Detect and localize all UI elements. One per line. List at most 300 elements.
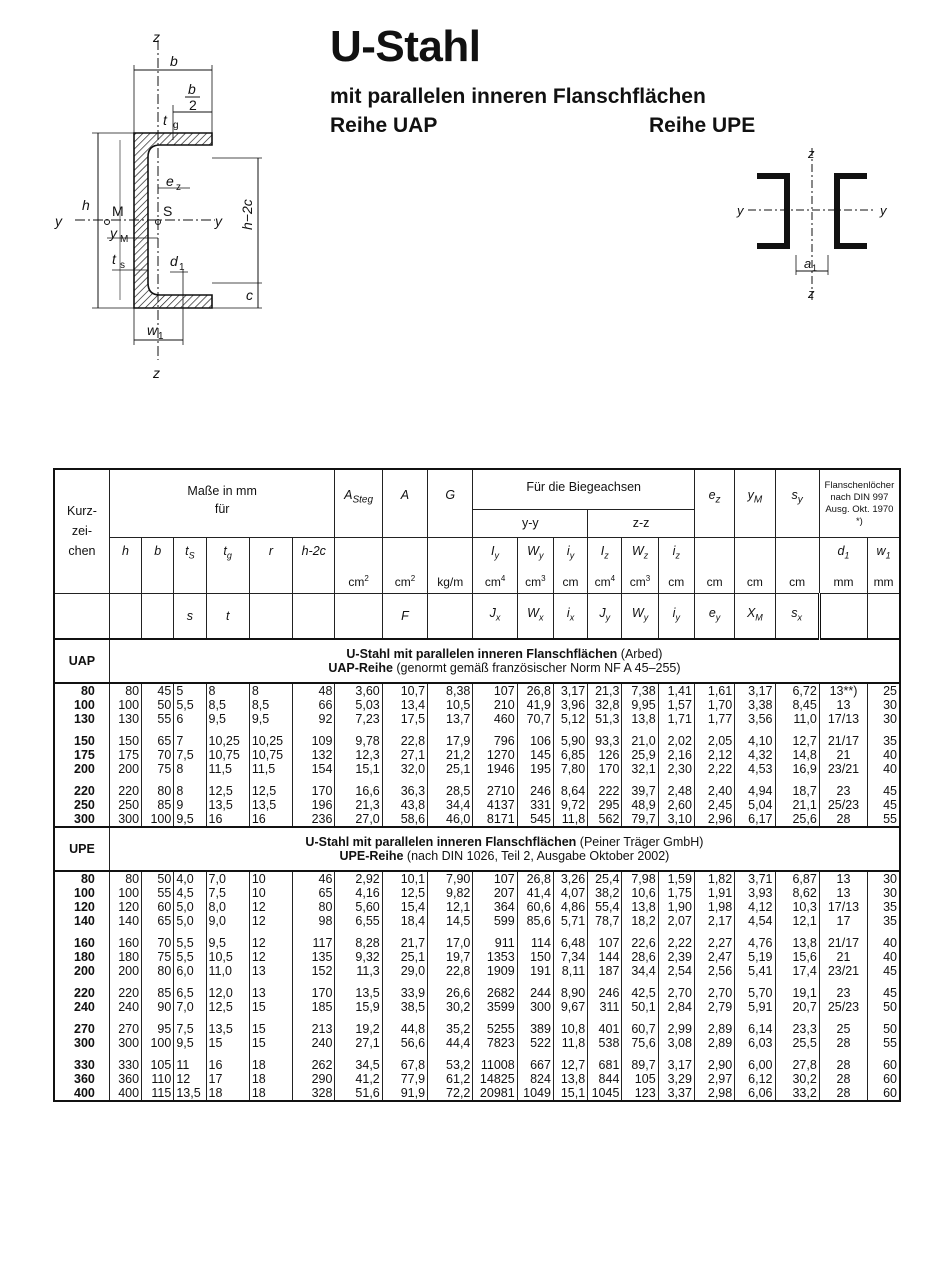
table-cell: 35 (883, 913, 897, 928)
col-d1-symbol: d (837, 543, 845, 558)
table-cell: 2,79 (707, 999, 733, 1014)
table-cell: 8 (176, 783, 184, 798)
upe-col-2 (142, 871, 174, 1101)
table-cell: 3,17 (748, 683, 773, 698)
table-cell: 2,30 (667, 761, 692, 776)
table-cell: 28 (836, 1035, 851, 1050)
table-cell: 17,4 (792, 963, 817, 978)
table-cell: 8,0 (208, 899, 226, 914)
upe-col-11 (517, 871, 553, 1101)
table-cell: 80 (80, 871, 95, 886)
table-cell: 8,11 (561, 963, 586, 978)
uap-col-19 (819, 683, 867, 827)
uap-col-8 (382, 683, 427, 827)
unit-sy-unit: cm (789, 574, 806, 589)
table-cell: 681 (598, 1057, 620, 1072)
table-cell: 389 (530, 1021, 551, 1036)
table-cell: 11,8 (561, 1035, 586, 1050)
uap-col-6 (293, 683, 335, 827)
table-cell: 796 (493, 733, 515, 748)
table-cell: 12,5 (208, 999, 233, 1014)
table-cell: 67,8 (400, 1057, 426, 1072)
table-cell: 5,03 (355, 697, 380, 712)
table-cell: 12 (251, 913, 266, 928)
table-cell: 32,0 (400, 761, 426, 776)
alt-symbol-11: $i_x$ (553, 593, 587, 639)
table-cell: 170 (311, 783, 333, 798)
upe-description: U-Stahl mit parallelen inneren Flanschflächen (Peiner Träger GmbH) UPE-Reihe (nach DIN 1026, Teil 2, Ausgabe Oktober 2002) (109, 827, 900, 871)
table-cell: 79,7 (631, 811, 656, 826)
table-cell: 25,4 (595, 871, 620, 886)
table-cell: 187 (598, 963, 620, 978)
col-h-symbol: h (122, 543, 129, 558)
table-cell: 7,38 (631, 683, 656, 698)
table-cell: 28 (836, 1071, 851, 1086)
table-cell: 3,26 (560, 871, 586, 886)
table-cell: 9,67 (560, 999, 586, 1014)
col-iiz-header: $i_z$ cm (658, 537, 694, 593)
table-cell: 160 (74, 935, 95, 950)
table-cell: 4,76 (748, 935, 773, 950)
table-cell: 240 (311, 1035, 333, 1050)
table-cell: 2,07 (667, 913, 692, 928)
table-cell: 3599 (486, 999, 515, 1014)
table-cell: 12,1 (792, 913, 817, 928)
table-cell: 14825 (479, 1071, 515, 1086)
table-cell: 6,14 (748, 1021, 773, 1036)
table-cell: 27,1 (355, 1035, 380, 1050)
ym-sub-label: M (120, 234, 129, 245)
z-axis-label-bottom: z (153, 365, 160, 381)
upe-col-0 (54, 871, 109, 1101)
table-cell: 33,2 (792, 1085, 817, 1100)
uap-col-10 (473, 683, 517, 827)
table-cell: 1,82 (707, 871, 733, 886)
table-cell: 75 (157, 949, 172, 964)
table-cell: 13,8 (631, 899, 656, 914)
table-cell: 45 (157, 683, 172, 698)
upe-col-20 (868, 871, 900, 1101)
col-r-symbol: r (268, 543, 274, 558)
uap-col-18 (775, 683, 819, 827)
alt-symbol-17: $s_x$ (775, 593, 819, 639)
table-cell: 100 (118, 697, 140, 712)
table-cell: 27,0 (355, 811, 380, 826)
table-cell: 8 (208, 683, 216, 698)
table-cell: 23 (836, 985, 851, 1000)
table-cell: 3,08 (667, 1035, 692, 1050)
table-cell: 25/23 (827, 999, 860, 1014)
table-cell: 562 (598, 811, 620, 826)
table-cell: 2,99 (667, 1021, 692, 1036)
table-cell: 5 (176, 683, 184, 698)
table-cell: 667 (530, 1057, 551, 1072)
uap-col-1 (109, 683, 141, 827)
table-cell: 2,96 (707, 811, 733, 826)
uap-col-15 (658, 683, 694, 827)
uap-col-12 (553, 683, 587, 827)
table-cell: 26,8 (526, 683, 551, 698)
upe-col-6 (293, 871, 335, 1101)
table-cell: 213 (311, 1021, 333, 1036)
table-cell: 21,3 (595, 683, 620, 698)
table-cell: 2,70 (667, 985, 692, 1000)
table-cell: 50 (883, 1021, 897, 1036)
upe-col-15 (658, 871, 694, 1101)
unit-ym-header (735, 537, 775, 593)
upe-col-5 (249, 871, 292, 1101)
table-cell: 4137 (486, 797, 515, 812)
table-cell: 22,8 (400, 733, 426, 748)
table-cell: 40 (883, 949, 897, 964)
table-cell: 70 (157, 747, 172, 762)
table-cell: 75 (157, 761, 172, 776)
table-cell: 3,93 (748, 885, 773, 900)
table-cell: 80 (80, 683, 95, 698)
table-cell: 70,7 (526, 711, 551, 726)
upe-col-14 (622, 871, 658, 1101)
table-cell: 196 (311, 797, 333, 812)
y-axis-label-right-right: y (880, 203, 887, 218)
table-cell: 7,23 (355, 711, 380, 726)
table-cell: 191 (530, 963, 551, 978)
table-cell: 210 (493, 697, 515, 712)
col-wy-symbol: W (527, 543, 539, 558)
table-cell: 11,3 (356, 963, 380, 978)
upe-col-7 (335, 871, 382, 1101)
unit-ez-header (694, 537, 734, 593)
table-cell: 15 (251, 1035, 266, 1050)
table-cell: 56,6 (400, 1035, 426, 1050)
table-cell: 220 (118, 783, 140, 798)
alt-symbol-10: $W_x$ (517, 593, 553, 639)
ez-label: e (166, 173, 174, 189)
table-cell: 80 (157, 963, 172, 978)
table-cell: 60 (883, 1057, 897, 1072)
table-cell: 7,90 (446, 871, 471, 886)
y-axis-label-right: y (215, 213, 222, 229)
uap-col-11 (517, 683, 553, 827)
table-cell: 15,4 (400, 899, 426, 914)
page-title: U-Stahl (330, 22, 481, 71)
table-cell: 1353 (486, 949, 515, 964)
table-cell: 5,91 (748, 999, 773, 1014)
table-cell: 8,90 (560, 985, 586, 1000)
table-cell: 2,54 (667, 963, 692, 978)
table-cell: 11,5 (251, 761, 276, 776)
ym-header: $y_M$ (735, 469, 775, 537)
ym-label: y (110, 225, 117, 241)
col-tg-symbol: t (223, 543, 227, 558)
table-cell: 2,90 (707, 1057, 733, 1072)
table-cell: 85 (157, 985, 172, 1000)
table-cell: 13,7 (446, 711, 471, 726)
table-cell: 35 (883, 899, 897, 914)
table-cell: 13**) (829, 683, 858, 698)
table-cell: 15,9 (355, 999, 380, 1014)
table-cell: 2710 (486, 783, 515, 798)
table-cell: 16,6 (355, 783, 380, 798)
table-cell: 3,10 (667, 811, 692, 826)
m-label: M (112, 203, 124, 219)
flanschloecher-header: Flanschenlöcher nach DIN 997 Ausg. Okt. 1970 *) (819, 469, 900, 537)
table-cell: 13 (251, 985, 266, 1000)
table-cell: 85 (157, 797, 172, 812)
table-cell: 2,12 (707, 747, 733, 762)
table-cell: 5,19 (748, 949, 773, 964)
table-cell: 26,8 (526, 871, 551, 886)
table-cell: 2,92 (355, 871, 380, 886)
table-cell: 78,7 (595, 913, 620, 928)
table-cell: 44,8 (400, 1021, 426, 1036)
table-cell: 30 (883, 885, 897, 900)
table-cell: 70 (157, 935, 172, 950)
table-cell: 240 (118, 999, 140, 1014)
table-cell: 2,70 (707, 985, 733, 1000)
table-cell: 2,56 (707, 963, 733, 978)
table-cell: 13 (836, 697, 851, 712)
table-cell: 12 (176, 1071, 191, 1086)
s-label: S (163, 203, 173, 219)
table-cell: 12,5 (208, 783, 233, 798)
table-cell: 114 (531, 935, 551, 950)
table-cell: 9,5 (208, 935, 226, 950)
table-cell: 13 (836, 871, 851, 886)
table-cell: 2,97 (707, 1071, 733, 1086)
table-cell: 2,40 (707, 783, 733, 798)
table-cell: 50 (157, 697, 172, 712)
table-cell: 175 (74, 747, 95, 762)
col-iz-symbol: I (600, 543, 605, 558)
table-cell: 25,5 (792, 1035, 817, 1050)
table-cell: 65 (157, 913, 172, 928)
uap-col-9 (428, 683, 473, 827)
table-cell: 170 (311, 985, 333, 1000)
y-axis-label-left-right: y (737, 203, 744, 218)
table-cell: 2,89 (707, 1021, 733, 1036)
table-cell: 23/21 (827, 761, 860, 776)
table-cell: 77,9 (400, 1071, 426, 1086)
y-axis-label-left: y (55, 213, 62, 229)
table-cell: 6,03 (748, 1035, 773, 1050)
a1-sub-label: 1 (812, 263, 818, 273)
table-cell: 7,5 (208, 885, 226, 900)
table-cell: 7,5 (176, 747, 194, 762)
table-cell: 92 (318, 711, 333, 726)
table-cell: 5,12 (560, 711, 586, 726)
table-cell: 6,85 (560, 747, 586, 762)
table-cell: 13,5 (176, 1085, 201, 1100)
table-cell: 55 (883, 811, 897, 826)
table-cell: 12,7 (560, 1057, 586, 1072)
half-label: 2 (189, 97, 197, 113)
table-cell: 19,2 (355, 1021, 380, 1036)
table-cell: 331 (530, 797, 551, 812)
table-cell: 50 (157, 871, 172, 886)
table-cell: 90 (157, 999, 172, 1014)
table-cell: 3,56 (748, 711, 773, 726)
table-cell: 5,90 (560, 733, 586, 748)
col-r-header (249, 537, 292, 593)
col-iiy-header: $i_y$ cm (553, 537, 587, 593)
page-subtitle: mit parallelen inneren Flanschflächen (330, 85, 706, 108)
table-cell: 23 (836, 783, 851, 798)
table-cell: 9,72 (560, 797, 586, 812)
table-cell: 13,4 (400, 697, 426, 712)
alt-symbol-4 (249, 593, 292, 639)
alt-symbol-19 (868, 593, 900, 639)
table-cell: 1,77 (707, 711, 733, 726)
g-header: G (428, 469, 473, 537)
table-cell: 21 (836, 949, 851, 964)
unit-ez-unit: cm (706, 574, 723, 589)
table-cell: 160 (118, 935, 140, 950)
table-cell: 11,0 (793, 711, 817, 726)
table-cell: 100 (150, 811, 172, 826)
w1-sub-label: 1 (158, 331, 164, 342)
table-cell: 300 (74, 811, 95, 826)
table-cell: 2,17 (707, 913, 733, 928)
table-cell: 1,41 (667, 683, 692, 698)
uap-description: U-Stahl mit parallelen inneren Flanschflächen (Arbed) UAP-Reihe (genormt gemäß französischer Norm NF A 45–255) (109, 639, 900, 683)
table-cell: 8,45 (792, 697, 817, 712)
table-cell: 4,32 (748, 747, 773, 762)
table-cell: 30,2 (792, 1071, 817, 1086)
table-cell: 60 (883, 1085, 897, 1100)
section-properties-table (53, 468, 901, 1102)
table-cell: 13,5 (355, 985, 380, 1000)
table-cell: 5,5 (176, 949, 194, 964)
unit-a-header (382, 537, 427, 593)
table-cell: 6,06 (748, 1085, 773, 1100)
table-cell: 185 (311, 999, 333, 1014)
table-cell: 13,8 (560, 1071, 586, 1086)
table-cell: 2,27 (707, 935, 733, 950)
table-cell: 5,0 (176, 913, 194, 928)
d1-sub-label: 1 (179, 262, 185, 273)
table-cell: 25,6 (792, 811, 817, 826)
table-cell: 45 (883, 963, 897, 978)
table-cell: 8,5 (208, 697, 226, 712)
table-cell: 460 (493, 711, 515, 726)
asteg-header: $A_{Steg}$ (335, 469, 382, 537)
table-cell: 2,02 (667, 733, 692, 748)
alt-symbol-0 (109, 593, 141, 639)
table-cell: 46 (318, 871, 333, 886)
col-h2c-header (293, 537, 335, 593)
table-cell: 9,0 (208, 913, 226, 928)
col-b-header (142, 537, 174, 593)
table-cell: 32,1 (631, 761, 656, 776)
table-cell: 3,17 (560, 683, 586, 698)
col-d1-header: $d_1$ mm (819, 537, 867, 593)
table-cell: 50,1 (631, 999, 656, 1014)
table-cell: 2,16 (667, 747, 692, 762)
table-cell: 9,82 (446, 885, 471, 900)
table-cell: 1,91 (707, 885, 733, 900)
table-cell: 4,53 (748, 761, 773, 776)
table-cell: 80 (157, 783, 172, 798)
col-wz-symbol: W (631, 543, 644, 558)
col-d1-unit: mm (833, 574, 854, 589)
table-cell: 5,5 (176, 935, 194, 950)
table-cell: 80 (125, 871, 140, 886)
table-cell: 10 (251, 885, 266, 900)
table-cell: 100 (118, 885, 140, 900)
tg-label: t (163, 112, 167, 128)
table-cell: 19,1 (792, 985, 817, 1000)
table-cell: 35 (883, 733, 897, 748)
table-cell: 30,2 (446, 999, 471, 1014)
table-cell: 13,5 (208, 797, 233, 812)
alt-symbol-16: $X_M$ (735, 593, 775, 639)
table-cell: 13,5 (208, 1021, 233, 1036)
upe-col-4 (206, 871, 249, 1101)
table-cell: 824 (530, 1071, 551, 1086)
table-cell: 50 (883, 999, 897, 1014)
table-cell: 2,47 (707, 949, 733, 964)
table-cell: 27,1 (400, 747, 426, 762)
table-cell: 2,84 (667, 999, 692, 1014)
table-cell: 7,34 (560, 949, 586, 964)
uap-section-header (54, 639, 900, 683)
table-cell: 2,22 (707, 761, 733, 776)
table-cell: 6,72 (792, 683, 817, 698)
table-cell: 72,2 (446, 1085, 471, 1100)
table-cell: 28 (836, 811, 851, 826)
table-cell: 75,6 (631, 1035, 656, 1050)
table-cell: 61,2 (446, 1071, 471, 1086)
col-w1-symbol: w (876, 543, 886, 558)
table-cell: 95 (157, 1021, 172, 1036)
table-cell: 200 (118, 761, 140, 776)
table-cell: 105 (150, 1057, 172, 1072)
table-cell: 18,4 (400, 913, 426, 928)
col-ts-header: $t_S$ (174, 537, 206, 593)
tg-sub-label: g (173, 120, 179, 131)
table-cell: 91,9 (400, 1085, 426, 1100)
z-axis-label-bottom-right: z (808, 286, 815, 301)
table-cell: 21,3 (355, 797, 380, 812)
table-cell: 522 (530, 1035, 551, 1050)
table-cell: 106 (530, 733, 551, 748)
col-wy-unit: $cm^3$ (525, 573, 546, 589)
unit-ym-unit: cm (746, 574, 763, 589)
alt-symbol-5 (293, 593, 335, 639)
table-cell: 28 (836, 1057, 851, 1072)
table-cell: 2,48 (667, 783, 692, 798)
table-cell: 5,5 (176, 697, 194, 712)
uap-col-4 (206, 683, 249, 827)
table-cell: 17 (836, 913, 851, 928)
table-cell: 65 (157, 733, 172, 748)
table-cell: 110 (151, 1071, 172, 1086)
upe-col-10 (473, 871, 517, 1101)
table-cell: 60 (883, 1071, 897, 1086)
table-cell: 11,0 (208, 963, 232, 978)
table-cell: 4,10 (748, 733, 773, 748)
table-cell: 175 (118, 747, 140, 762)
alt-symbol-6 (335, 593, 382, 639)
table-cell: 45 (883, 797, 897, 812)
table-cell: 18 (208, 1085, 223, 1100)
table-cell: 44,4 (446, 1035, 471, 1050)
table-cell: 10,5 (208, 949, 233, 964)
table-cell: 240 (74, 999, 95, 1014)
table-cell: 2,45 (707, 797, 733, 812)
table-cell: 400 (118, 1085, 140, 1100)
table-cell: 21 (836, 747, 851, 762)
